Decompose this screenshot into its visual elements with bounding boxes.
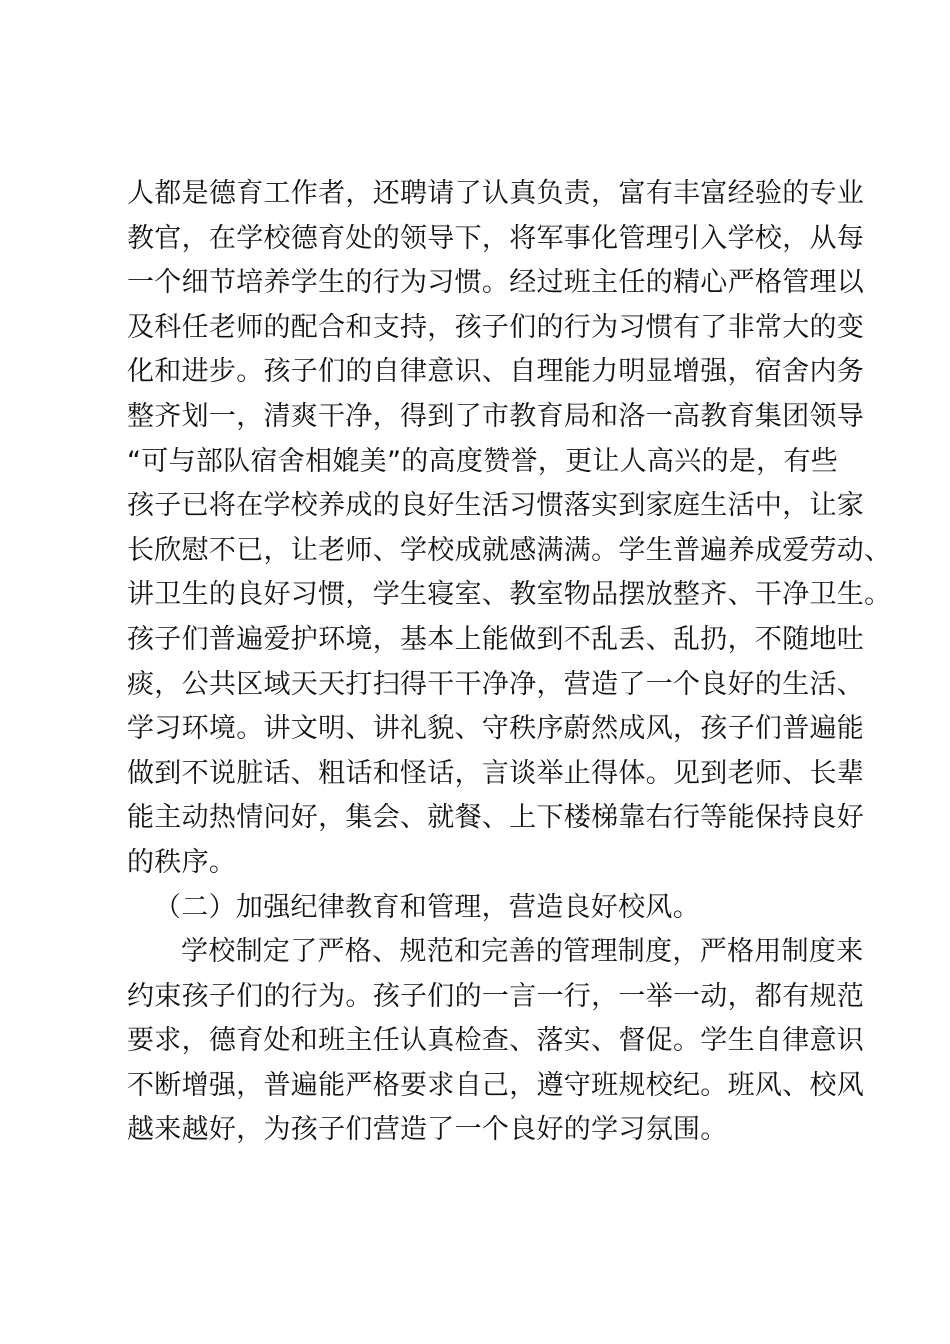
paragraph-2-line: 越来越好，为孩子们营造了一个良好的学习氛围。 [127,1114,728,1146]
paragraph-1-line: 能主动热情问好，集会、就餐、上下楼梯靠右行等能保持良好 [127,802,865,834]
paragraph-1-line: 孩子已将在学校养成的良好生活习惯落实到家庭生活中，让家 [127,490,865,522]
document-body [127,172,892,1153]
paragraph-1-line: 整齐划一，清爽干净，得到了市教育局和洛一高教育集团领导 [127,400,865,432]
paragraph-2-line: 不断增强，普遍能严格要求自己，遵守班规校纪。班风、校风 [127,1069,865,1101]
paragraph-1-line: 长欣慰不已，让老师、学校成就感满满。学生普遍养成爱劳动、 [127,534,892,566]
paragraph-1-line: 的秩序。 [127,846,237,878]
paragraph-1-line: 化和进步。孩子们的自律意识、自理能力明显增强，宿舍内务 [127,356,865,388]
paragraph-1-line: 及科任老师的配合和支持，孩子们的行为习惯有了非常大的变 [127,311,865,343]
paragraph-2-line: 学校制定了严格、规范和完善的管理制度，严格用制度来 [181,936,864,968]
paragraph-1-line: 孩子们普遍爱护环境，基本上能做到不乱丢、乱扔，不随地吐 [127,623,865,655]
paragraph-1-line: 教官，在学校德育处的领导下，将军事化管理引入学校，从每 [127,222,865,254]
paragraph-1-line: 讲卫生的良好习惯，学生寝室、教室物品摆放整齐、干净卫生。 [127,579,892,611]
section-heading: （二）加强纪律教育和管理，营造良好校风。 [154,891,700,923]
paragraph-1-line: 学习环境。讲文明、讲礼貌、守秩序蔚然成风，孩子们普遍能 [127,713,865,745]
paragraph-1-line: 痰，公共区域天天打扫得干干净净，营造了一个良好的生活、 [127,668,865,700]
paragraph-1-line: 做到不说脏话、粗话和怪话，言谈举止得体。见到老师、长辈 [127,757,865,789]
paragraph-1-line: 人都是德育工作者，还聘请了认真负责，富有丰富经验的专业 [127,178,865,209]
paragraph-2-line: 要求，德育处和班主任认真检查、落实、督促。学生自律意识 [127,1025,865,1057]
paragraph-2 [127,930,865,1153]
paragraph-1-line: “可与部队宿舍相媲美”的高度赞誉，更让人高兴的是，有些 [127,445,839,477]
paragraph-1-line: 一个细节培养学生的行为习惯。经过班主任的精心严格管理以 [127,267,865,299]
paragraph-1 [127,172,892,886]
paragraph-2-line: 约束孩子们的行为。孩子们的一言一行，一举一动，都有规范 [127,980,865,1012]
